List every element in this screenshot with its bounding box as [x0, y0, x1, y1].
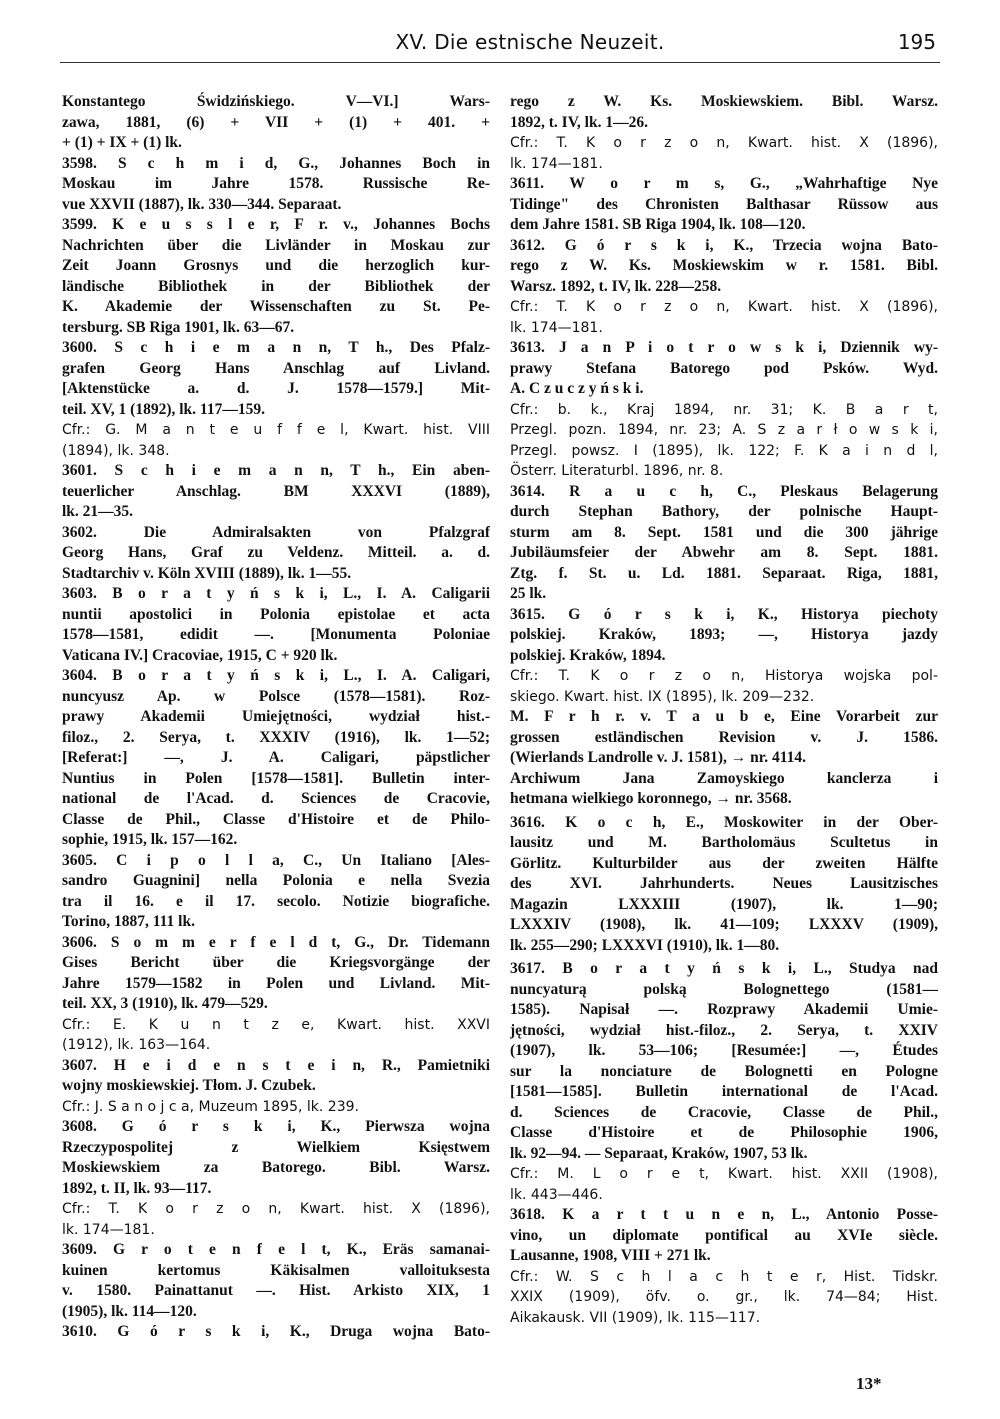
- text-line: prawy Stefana Batorego pod Psków. Wyd.: [510, 359, 938, 377]
- text-line: 3614. R a u c h, C., Pleskaus Belagerung: [510, 482, 938, 500]
- text-line: (1894), lk. 348.: [62, 442, 170, 459]
- text-line: 25 lk.: [510, 585, 547, 602]
- text-line: Cfr.: G. M a n t e u f f e l, Kwart. hist. VIII: [62, 422, 490, 438]
- running-title: XV. Die estnische Neuzeit.: [395, 30, 665, 54]
- text-line: Magazin LXXXIII (1907), lk. 1—90;: [510, 895, 938, 913]
- text-line: Georg Hans, Graf zu Veldenz. Mitteil. a. d.: [62, 544, 490, 561]
- text-line: Nuntius in Polen [1578—1581]. Bulletin inter-: [62, 769, 490, 787]
- page-number: 195: [897, 30, 936, 54]
- text-line: Przegl. powsz. I (1895), lk. 122; F. K a i n d l,: [510, 442, 938, 459]
- text-line: teuerlicher Anschlag. BM XXXVI (1889),: [62, 482, 490, 500]
- text-line: Cfr.: T. K o r z o n, Kwart. hist. X (1896),: [62, 1201, 490, 1217]
- text-line: 3611. W o r m s, G., „Wahrhaftige Nye: [510, 175, 938, 192]
- text-line: 3608. G ó r s k i, K., Pierwsza wojna: [62, 1118, 490, 1135]
- text-line: teil. XV, 1 (1892), lk. 117—159.: [62, 400, 265, 418]
- text-line: ländische Bibliothek in der Bibliothek der: [62, 277, 490, 295]
- text-line: 3618. K a r t t u n e n, L., Antonio Posse-: [510, 1206, 938, 1223]
- text-line: Cfr.: J. S a n o j c a, Muzeum 1895, lk. 239.: [62, 1098, 359, 1115]
- text-line: 3607. H e i d e n s t e i n, R., Pamietniki: [62, 1056, 490, 1074]
- text-line: nuntii apostolici in Polonia epistolae et acta: [62, 605, 490, 623]
- text-line: M. F r h r. v. T a u b e, Eine Vorarbeit zur: [510, 708, 938, 725]
- text-line: 3598. S c h m i d, G., Johannes Boch in: [62, 154, 490, 172]
- text-line: sur la nonciature de Bolognetti en Pologne: [510, 1062, 938, 1080]
- text-line: kuinen kertomus Käkisalmen valloituksesta: [62, 1261, 490, 1279]
- text-line: [Aktenstücke a. d. J. 1578—1579.] Mit-: [62, 380, 490, 397]
- text-line: skiego. Kwart. hist. IX (1895), lk. 209—232.: [510, 688, 815, 705]
- text-line: 3602. Die Admiralsakten von Pfalzgraf: [62, 523, 490, 541]
- text-line: Moskau im Jahre 1578. Russische Re-: [62, 175, 490, 192]
- text-line: 3599. K e u s s l e r, F r. v., Johannes Bochs: [62, 216, 490, 233]
- text-line: tra il 16. e il 17. secolo. Notizie biografiche.: [62, 892, 490, 910]
- text-line: Cfr.: W. S c h l a c h t e r, Hist. Tidskr.: [510, 1268, 938, 1285]
- text-line: sandro Guagnini] nella Polonia e nella Svezia: [62, 872, 490, 889]
- text-line: Vaticana IV.] Cracoviae, 1915, C + 920 lk.: [62, 646, 338, 664]
- header-rule: [60, 62, 940, 63]
- text-line: Görlitz. Kulturbilder aus der zweiten Hälfte: [510, 854, 938, 872]
- text-line: Ztg. f. St. u. Ld. 1881. Separaat. Riga, 1881,: [510, 564, 938, 582]
- text-line: 3604. B o r a t y ń s k i, L., I. A. Caligari,: [62, 667, 490, 684]
- text-line: Rzeczypospolitej z Wielkiem Księstwem: [62, 1138, 490, 1156]
- text-line: Cfr.: E. K u n t z e, Kwart. hist. XXVI: [62, 1016, 490, 1033]
- text-line: Torino, 1887, 111 lk.: [62, 913, 195, 930]
- text-line: d. Sciences de Cracovie, Classe de Phil.,: [510, 1103, 938, 1121]
- text-line: lk. 443—446.: [510, 1186, 603, 1203]
- text-line: Lausanne, 1908, VIII + 271 lk.: [510, 1247, 711, 1264]
- text-line: jętności, wydział hist.-filoz., 2. Serya, t. XXIV: [510, 1021, 938, 1039]
- text-line: lausitz und M. Bartholomäus Scultetus in: [510, 834, 938, 851]
- text-line: (1905), lk. 114—120.: [62, 1302, 197, 1320]
- text-line: Archiwum Jana Zamoyskiego kanclerza i: [510, 769, 938, 787]
- text-line: Gises Bericht über die Kriegsvorgänge der: [62, 954, 490, 971]
- text-line: 3601. S c h i e m a n n, T h., Ein aben-: [62, 462, 490, 479]
- text-line: 1892, t. II, lk. 93—117.: [62, 1179, 212, 1197]
- text-line: 3616. K o c h, E., Moskowiter in der Ober-: [510, 813, 938, 831]
- text-line: [Referat:] —, J. A. Caligari, päpstlicher: [62, 749, 490, 766]
- text-line: vue XXVII (1887), lk. 330—344. Separaat.: [62, 195, 342, 213]
- text-line: Tidinge" des Chronisten Balthasar Rüssow aus: [510, 195, 938, 213]
- right-column: [510, 92, 938, 1328]
- text-line: v. 1580. Painattanut —. Hist. Arkisto XIX, 1: [62, 1282, 490, 1299]
- text-line: sturm am 8. Sept. 1581 und die 300 jährige: [510, 523, 938, 541]
- text-line: 3600. S c h i e m a n n, T h., Des Pfalz-: [62, 339, 490, 356]
- text-line: + (1) + IX + (1) lk.: [62, 134, 182, 151]
- text-line: Cfr.: T. K o r z o n, Kwart. hist. X (1896),: [510, 135, 938, 151]
- text-line: Cfr.: b. k., Kraj 1894, nr. 31; K. B a r t,: [510, 401, 938, 418]
- text-line: 1892, t. IV, lk. 1—26.: [510, 113, 648, 131]
- text-line: 3615. G ó r s k i, K., Historya piechoty: [510, 605, 938, 623]
- text-line: LXXXIV (1908), lk. 41—109; LXXXV (1909),: [510, 916, 938, 933]
- text-line: filoz., 2. Serya, t. XXXIV (1916), lk. 1—52;: [62, 728, 490, 746]
- text-line: teil. XX, 3 (1910), lk. 479—529.: [62, 995, 268, 1012]
- text-line: Jubiläumsfeier der Abwehr am 8. Sept. 1881.: [510, 544, 938, 561]
- text-line: Cfr.: M. L o r e t, Kwart. hist. XXII (1908),: [510, 1166, 938, 1182]
- text-line: Jahre 1579—1582 in Polen und Livland. Mit-: [62, 974, 490, 992]
- text-line: lk. 174—181.: [510, 319, 603, 336]
- text-line: (Wierlands Landrolle v. J. 1581), → nr. 4114.: [510, 749, 806, 766]
- text-line: tersburg. SB Riga 1901, lk. 63—67.: [62, 318, 295, 336]
- text-line: nuncyaturą polską Bolognettego (1581—: [510, 980, 938, 998]
- text-line: lk. 255—290; LXXXVI (1910), lk. 1—80.: [510, 936, 780, 954]
- text-line: Österr. Literaturbl. 1896, nr. 8.: [510, 463, 724, 479]
- text-line: 3612. G ó r s k i, K., Trzecia wojna Bato-: [510, 236, 938, 254]
- text-line: Classe de Phil., Classe d'Histoire et de Philo-: [62, 810, 490, 828]
- text-line: Warsz. 1892, t. IV, lk. 228—258.: [510, 277, 722, 295]
- text-line: 3610. G ó r s k i, K., Druga wojna Bato-: [62, 1323, 490, 1340]
- text-line: 1585). Napisał —. Rozprawy Akademii Umie-: [510, 1001, 938, 1018]
- text-line: hetmana wielkiego koronnego, → nr. 3568.: [510, 790, 792, 807]
- text-line: Aikakausk. VII (1909), lk. 115—117.: [510, 1309, 761, 1326]
- text-line: Nachrichten über die Livländer in Moskau zur: [62, 236, 490, 254]
- text-line: grafen Georg Hans Anschlag auf Livland.: [62, 359, 490, 377]
- text-line: grossen estländischen Revision v. J. 1586.: [510, 728, 938, 746]
- text-line: Przegl. pozn. 1894, nr. 23; A. S z a r ł o w s k i,: [510, 422, 938, 438]
- text-line: A. C z u c z y ń s k i.: [510, 380, 644, 397]
- text-line: des XVI. Jahrhunderts. Neues Lausitzisches: [510, 875, 938, 892]
- text-line: zawa, 1881, (6) + VII + (1) + 401. +: [62, 113, 490, 131]
- text-line: 3617. B o r a t y ń s k i, L., Studya nad: [510, 960, 938, 977]
- text-line: 3613. J a n P i o t r o w s k i, Dziennik wy-: [510, 339, 938, 356]
- text-line: polskiej. Kraków, 1894.: [510, 646, 666, 664]
- text-line: durch Stephan Bathory, der polnische Haupt-: [510, 503, 938, 520]
- signature-mark: 13*: [856, 1374, 882, 1393]
- running-header: [60, 30, 940, 62]
- text-line: (1912), lk. 163—164.: [62, 1037, 211, 1053]
- text-line: (1907), lk. 53—106; [Resumée:] —, Études: [510, 1042, 938, 1059]
- text-line: dem Jahre 1581. SB Riga 1904, lk. 108—120.: [510, 216, 806, 233]
- text-line: K. Akademie der Wissenschaften zu St. Pe-: [62, 298, 490, 315]
- text-line: lk. 21—35.: [62, 503, 134, 520]
- text-line: 3609. G r o t e n f e l t, K., Eräs samanai-: [62, 1241, 490, 1258]
- text-line: lk. 92—94. — Separaat, Kraków, 1907, 53 lk.: [510, 1144, 808, 1162]
- text-line: Cfr.: T. K o r z o n, Kwart. hist. X (1896),: [510, 299, 938, 315]
- text-line: rego z W. Ks. Moskiewskim w r. 1581. Bibl.: [510, 257, 938, 274]
- text-line: Cfr.: T. K o r z o n, Historya wojska pol-: [510, 668, 938, 684]
- left-column: [62, 92, 490, 1343]
- text-line: Zeit Joann Grosnys und die herzoglich kur-: [62, 257, 490, 274]
- text-line: lk. 174—181.: [62, 1221, 155, 1238]
- text-line: vino, un diplomate pontifical au XVIe siècle.: [510, 1226, 938, 1244]
- text-line: lk. 174—181.: [510, 155, 603, 172]
- text-line: national de l'Acad. d. Sciences de Cracovie,: [62, 790, 490, 807]
- text-line: [1581—1585]. Bulletin international de l'Acad.: [510, 1083, 938, 1100]
- text-line: Moskiewskiem za Batorego. Bibl. Warsz.: [62, 1159, 490, 1176]
- text-line: sophie, 1915, lk. 157—162.: [62, 831, 238, 848]
- text-line: wojny moskiewskiej. Tłom. J. Czubek.: [62, 1077, 316, 1094]
- text-line: polskiej. Kraków, 1893; —, Historya jazdy: [510, 626, 938, 643]
- text-line: Stadtarchiv v. Köln XVIII (1889), lk. 1—55.: [62, 564, 352, 582]
- text-line: rego z W. Ks. Moskiewskiem. Bibl. Warsz.: [510, 93, 938, 110]
- text-line: 3606. S o m m e r f e l d t, G., Dr. Tidemann: [62, 933, 490, 951]
- text-line: nuncyusz Ap. w Polsce (1578—1581). Roz-: [62, 687, 490, 705]
- text-line: Classe d'Histoire et de Philosophie 1906,: [510, 1124, 938, 1141]
- text-line: 3605. C i p o l l a, C., Un Italiano [Ales-: [62, 851, 490, 869]
- text-line: 3603. B o r a t y ń s k i, L., I. A. Caligarii: [62, 585, 490, 602]
- text-line: XXIX (1909), öfv. o. gr., lk. 74—84; Hist.: [510, 1289, 938, 1305]
- text-line: Konstantego Świdzińskiego. V—VI.] Wars-: [62, 93, 490, 110]
- text-line: prawy Akademii Umiejętności, wydział hist.-: [62, 708, 490, 725]
- text-line: 1578—1581, edidit —. [Monumenta Poloniae: [62, 626, 490, 643]
